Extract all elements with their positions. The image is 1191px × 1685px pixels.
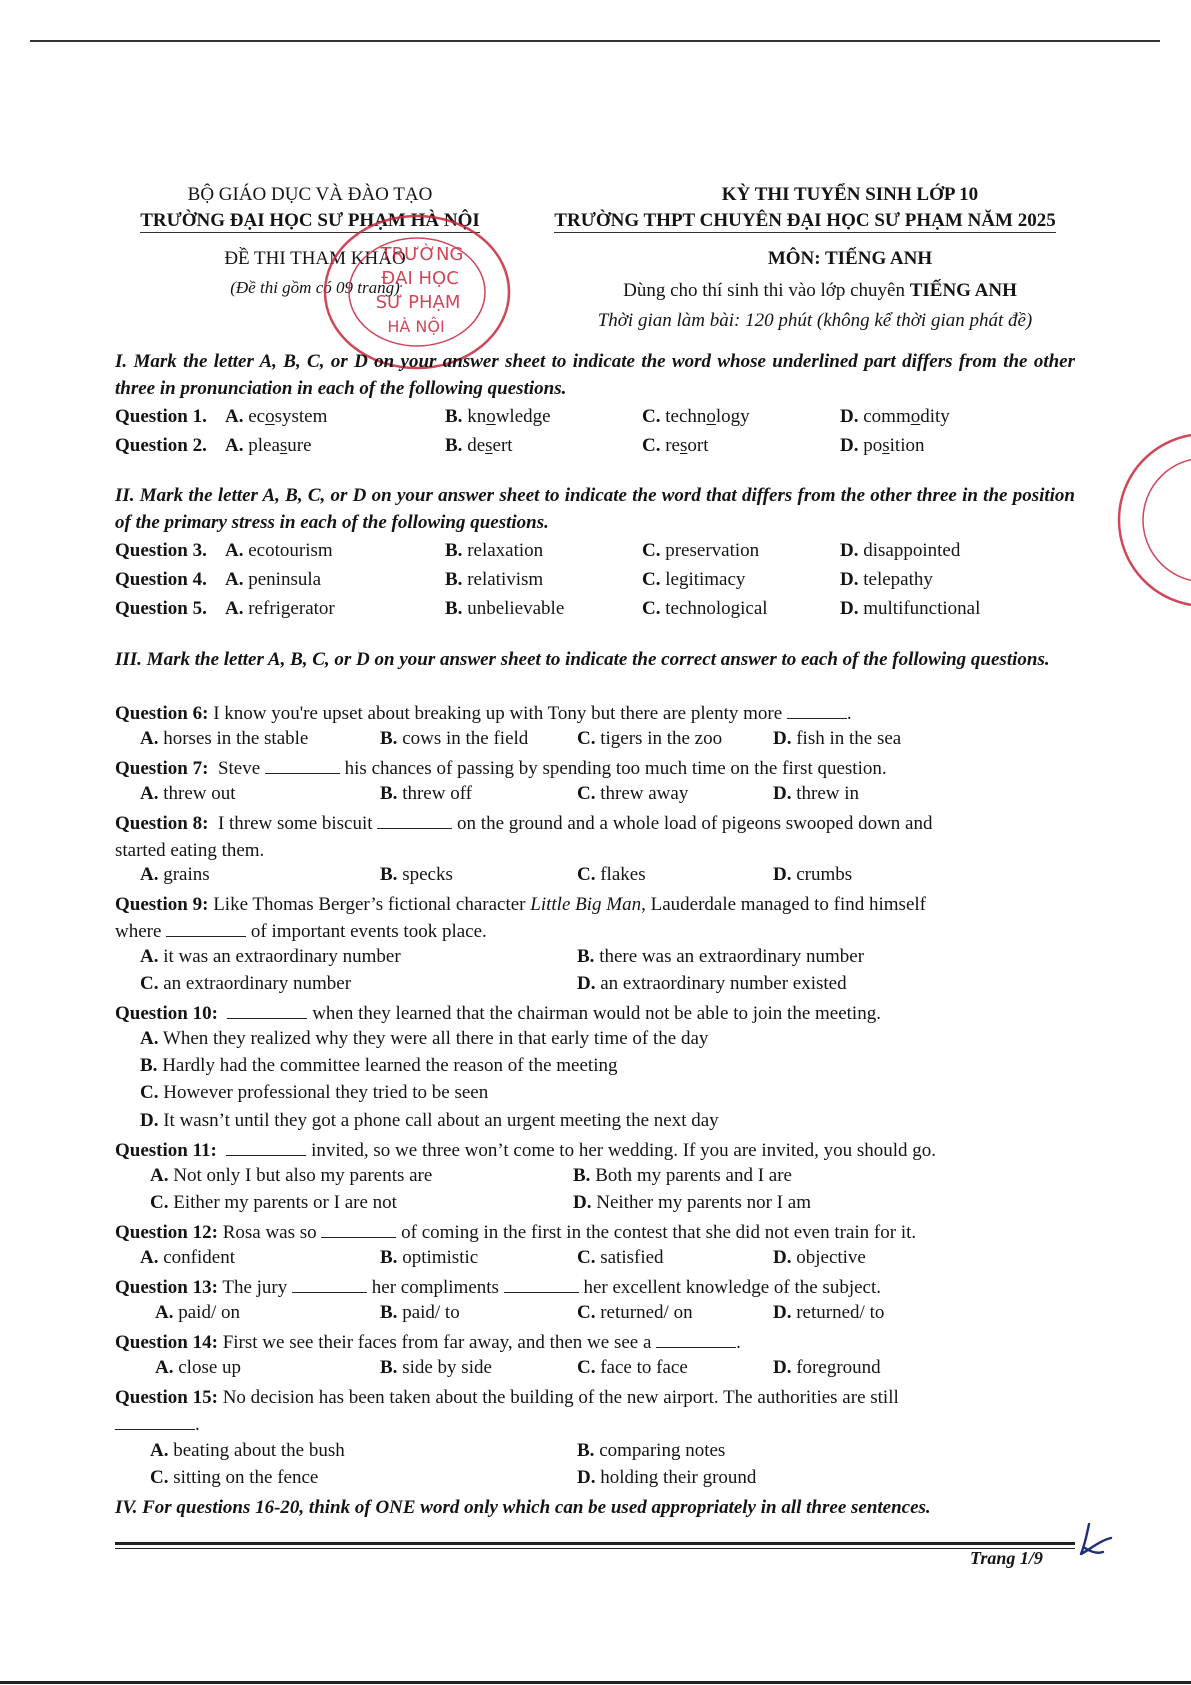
q14-blank[interactable]	[656, 1330, 736, 1348]
stamp-line1: TRƯỜNG	[380, 244, 464, 265]
q5-option-d[interactable]: D. multifunctional	[840, 598, 981, 619]
section-2-instruction: II. Mark the letter A, B, C, or D on your answer sheet to indicate the word that differs from the other three in the position of the primary stress in each of the following questions.	[115, 485, 1075, 533]
q9-option-a[interactable]: A. it was an extraordinary number	[140, 946, 401, 967]
question-14-options	[115, 1357, 1075, 1385]
q11-blank[interactable]	[226, 1138, 306, 1156]
q7-option-c[interactable]: C. threw away	[577, 783, 689, 804]
question-7-stem: Question 7: Steve his chances of passing by spending too much time on the first question.	[115, 758, 887, 779]
q6-option-d[interactable]: D. fish in the sea	[773, 728, 902, 749]
q10-option-b-row	[115, 1055, 1075, 1083]
section-4-instruction: IV. For questions 16-20, think of ONE word only which can be used appropriately in all three sentences.	[115, 1497, 931, 1518]
q2-option-c[interactable]: C. resort	[642, 435, 709, 456]
q13-option-d[interactable]: D. returned/ to	[773, 1302, 885, 1323]
q10-option-a-row	[115, 1028, 1075, 1056]
question-1-label: Question 1.	[115, 406, 207, 427]
q4-option-d[interactable]: D. telepathy	[840, 569, 933, 590]
question-9-stem: Question 9: Like Thomas Berger’s fictional character Little Big Man, Lauderdale managed to find himself where of important events took place.	[115, 894, 926, 942]
q12-option-b[interactable]: B. optimistic	[380, 1247, 479, 1268]
stamp-line4: HÀ NỘI	[387, 317, 445, 336]
q14-option-b[interactable]: B. side by side	[380, 1357, 492, 1378]
question-7-options	[115, 783, 1075, 811]
q9-option-c[interactable]: C. an extraordinary number	[140, 973, 352, 994]
question-6-stem: Question 6: I know you're upset about breaking up with Tony but there are plenty more .	[115, 703, 852, 724]
q6-option-a[interactable]: A. horses in the stable	[140, 728, 309, 749]
q10-option-d-row	[115, 1110, 1075, 1138]
q5-option-c[interactable]: C. technological	[642, 598, 768, 619]
question-3-label: Question 3.	[115, 540, 207, 561]
q6-option-b[interactable]: B. cows in the field	[380, 728, 529, 749]
section-3-instruction: III. Mark the letter A, B, C, or D on your answer sheet to indicate the correct answer to each of the following questions.	[115, 649, 1050, 670]
question-15-options-row1	[115, 1440, 1075, 1468]
q15-option-b[interactable]: B. comparing notes	[577, 1440, 726, 1461]
q10-option-d[interactable]: D. It wasn’t until they got a phone call about an urgent meeting the next day	[140, 1110, 719, 1131]
question-3	[115, 540, 1075, 568]
question-15-stem: Question 15: No decision has been taken about the building of the new airport. The authorities are still .	[115, 1387, 899, 1435]
q2-option-b[interactable]: B. desert	[445, 435, 513, 456]
question-14-stem: Question 14: First we see their faces from far away, and then we see a .	[115, 1332, 741, 1353]
q15-blank[interactable]	[115, 1412, 195, 1430]
question-12-stem: Question 12: Rosa was so of coming in the first in the contest that she did not even train for it.	[115, 1222, 917, 1243]
q8-option-d[interactable]: D. crumbs	[773, 864, 853, 885]
question-13-stem: Question 13: The jury her compliments her excellent knowledge of the subject.	[115, 1277, 881, 1298]
q12-option-c[interactable]: C. satisfied	[577, 1247, 664, 1268]
q13-blank-2[interactable]	[504, 1275, 579, 1293]
q10-option-b[interactable]: B. Hardly had the committee learned the reason of the meeting	[140, 1055, 618, 1076]
q3-option-b[interactable]: B. relaxation	[445, 540, 544, 561]
q4-option-b[interactable]: B. relativism	[445, 569, 544, 590]
ministry-name: BỘ GIÁO DỤC VÀ ĐÀO TẠO	[187, 184, 433, 205]
q1-option-b[interactable]: B. knowledge	[445, 406, 551, 427]
q13-option-c[interactable]: C. returned/ on	[577, 1302, 693, 1323]
q4-option-a[interactable]: A. peninsula	[225, 569, 322, 590]
q13-blank-1[interactable]	[292, 1275, 367, 1293]
q1-option-c[interactable]: C. technology	[642, 406, 750, 427]
target-note	[555, 280, 1085, 302]
q15-option-c[interactable]: C. sitting on the fence	[150, 1467, 319, 1488]
q8-option-b[interactable]: B. specks	[380, 864, 453, 885]
q8-option-a[interactable]: A. grains	[140, 864, 210, 885]
q6-option-c[interactable]: C. tigers in the zoo	[577, 728, 723, 749]
q11-option-b[interactable]: B. Both my parents and I are	[573, 1165, 792, 1186]
q11-option-a[interactable]: A. Not only I but also my parents are	[150, 1165, 433, 1186]
target-note-bold: TIẾNG ANH	[909, 280, 1017, 301]
target-note-prefix: Dùng cho thí sinh thi vào lớp chuyên	[623, 280, 910, 301]
section-1-instruction: I. Mark the letter A, B, C, or D on your answer sheet to indicate the word whose underlined part differs from the other three in pronunciation in each of the following questions.	[115, 351, 1075, 399]
q5-option-b[interactable]: B. unbelievable	[445, 598, 565, 619]
bottom-rule	[0, 1681, 1191, 1684]
exam-title: KỲ THI TUYỂN SINH LỚP 10	[721, 184, 979, 205]
question-15-options-row2	[115, 1467, 1075, 1495]
university-name-text: TRƯỜNG ĐẠI HỌC SƯ PHẠM HÀ NỘI	[140, 210, 480, 231]
partial-stamp-right	[1105, 430, 1191, 610]
question-6-options	[115, 728, 1075, 756]
q8-option-c[interactable]: C. flakes	[577, 864, 646, 885]
time-note: Thời gian làm bài: 120 phút (không kể thời gian phát đề)	[597, 310, 1033, 331]
q7-option-a[interactable]: A. threw out	[140, 783, 236, 804]
q10-option-c[interactable]: C. However professional they tried to be seen	[140, 1082, 489, 1103]
q13-option-b[interactable]: B. paid/ to	[380, 1302, 460, 1323]
q2-option-a[interactable]: A. pleasure	[225, 435, 312, 456]
q5-option-a[interactable]: A. refrigerator	[225, 598, 335, 619]
stamp-line3: SƯ PHẠM	[375, 292, 461, 313]
question-11-stem: Question 11: invited, so we three won’t come to her wedding. If you are invited, you should go.	[115, 1140, 937, 1161]
question-9-options-row1	[115, 946, 1075, 974]
question-4	[115, 569, 1075, 597]
question-8-options	[115, 864, 1075, 892]
school-name	[505, 210, 1105, 232]
footer-rule-thin	[115, 1548, 1075, 1549]
q9-blank[interactable]	[166, 919, 246, 937]
footer-rule-thick	[115, 1542, 1075, 1545]
q12-blank[interactable]	[321, 1220, 396, 1238]
question-5-label: Question 5.	[115, 598, 207, 619]
q14-option-d[interactable]: D. foreground	[773, 1357, 881, 1378]
q3-option-d[interactable]: D. disappointed	[840, 540, 961, 561]
q7-option-d[interactable]: D. threw in	[773, 783, 860, 804]
exam-type: ĐỀ THI THAM KHẢO	[224, 248, 406, 269]
q15-option-d[interactable]: D. holding their ground	[577, 1467, 757, 1488]
q2-option-d[interactable]: D. position	[840, 435, 925, 456]
top-rule	[30, 40, 1160, 42]
q6-blank[interactable]	[787, 701, 847, 719]
q13-option-a[interactable]: A. paid/ on	[155, 1302, 240, 1323]
q4-option-c[interactable]: C. legitimacy	[642, 569, 746, 590]
question-2-label: Question 2.	[115, 435, 207, 456]
q14-option-c[interactable]: C. face to face	[577, 1357, 688, 1378]
question-5	[115, 598, 1075, 626]
question-9-options-row2	[115, 973, 1075, 1001]
question-2	[115, 435, 1075, 463]
q11-option-d[interactable]: D. Neither my parents nor I am	[573, 1192, 811, 1213]
q9-option-b[interactable]: B. there was an extraordinary number	[577, 946, 865, 967]
q7-blank[interactable]	[265, 756, 340, 774]
q10-blank[interactable]	[227, 1001, 307, 1019]
question-13-options	[115, 1302, 1075, 1330]
question-1	[115, 406, 1075, 434]
q12-option-a[interactable]: A. confident	[140, 1247, 235, 1268]
question-4-label: Question 4.	[115, 569, 207, 590]
page-number: Trang 1/9	[970, 1548, 1043, 1568]
question-8-stem: Question 8: I threw some biscuit on the ground and a whole load of pigeons swooped down and started eating them.	[115, 813, 933, 861]
q10-option-a[interactable]: A. When they realized why they were all there in that early time of the day	[140, 1028, 709, 1049]
q8-blank[interactable]	[377, 811, 452, 829]
q10-option-c-row	[115, 1082, 1075, 1110]
q11-option-c[interactable]: C. Either my parents or I are not	[150, 1192, 397, 1213]
q9-option-d[interactable]: D. an extraordinary number existed	[577, 973, 847, 994]
question-11-options-row1	[115, 1165, 1075, 1193]
q14-option-a[interactable]: A. close up	[155, 1357, 242, 1378]
page-count-note: (Đề thi gồm có 09 trang)	[230, 278, 400, 297]
q1-option-d[interactable]: D. commodity	[840, 406, 950, 427]
q7-option-b[interactable]: B. threw off	[380, 783, 473, 804]
stamp-line2: ĐẠI HỌC	[381, 268, 459, 289]
q12-option-d[interactable]: D. objective	[773, 1247, 866, 1268]
question-12-options	[115, 1247, 1075, 1275]
question-10-stem: Question 10: when they learned that the chairman would not be able to join the meeting.	[115, 1003, 881, 1024]
q1-option-a[interactable]: A. ecosystem	[225, 406, 328, 427]
initials-mark	[1075, 1520, 1135, 1560]
q3-option-c[interactable]: C. preservation	[642, 540, 760, 561]
q15-option-a[interactable]: A. beating about the bush	[150, 1440, 345, 1461]
q3-option-a[interactable]: A. ecotourism	[225, 540, 333, 561]
school-name-text: TRƯỜNG THPT CHUYÊN ĐẠI HỌC SƯ PHẠM NĂM 2025	[554, 210, 1056, 231]
question-11-options-row2	[115, 1192, 1075, 1220]
subject-title: MÔN: TIẾNG ANH	[767, 248, 933, 269]
